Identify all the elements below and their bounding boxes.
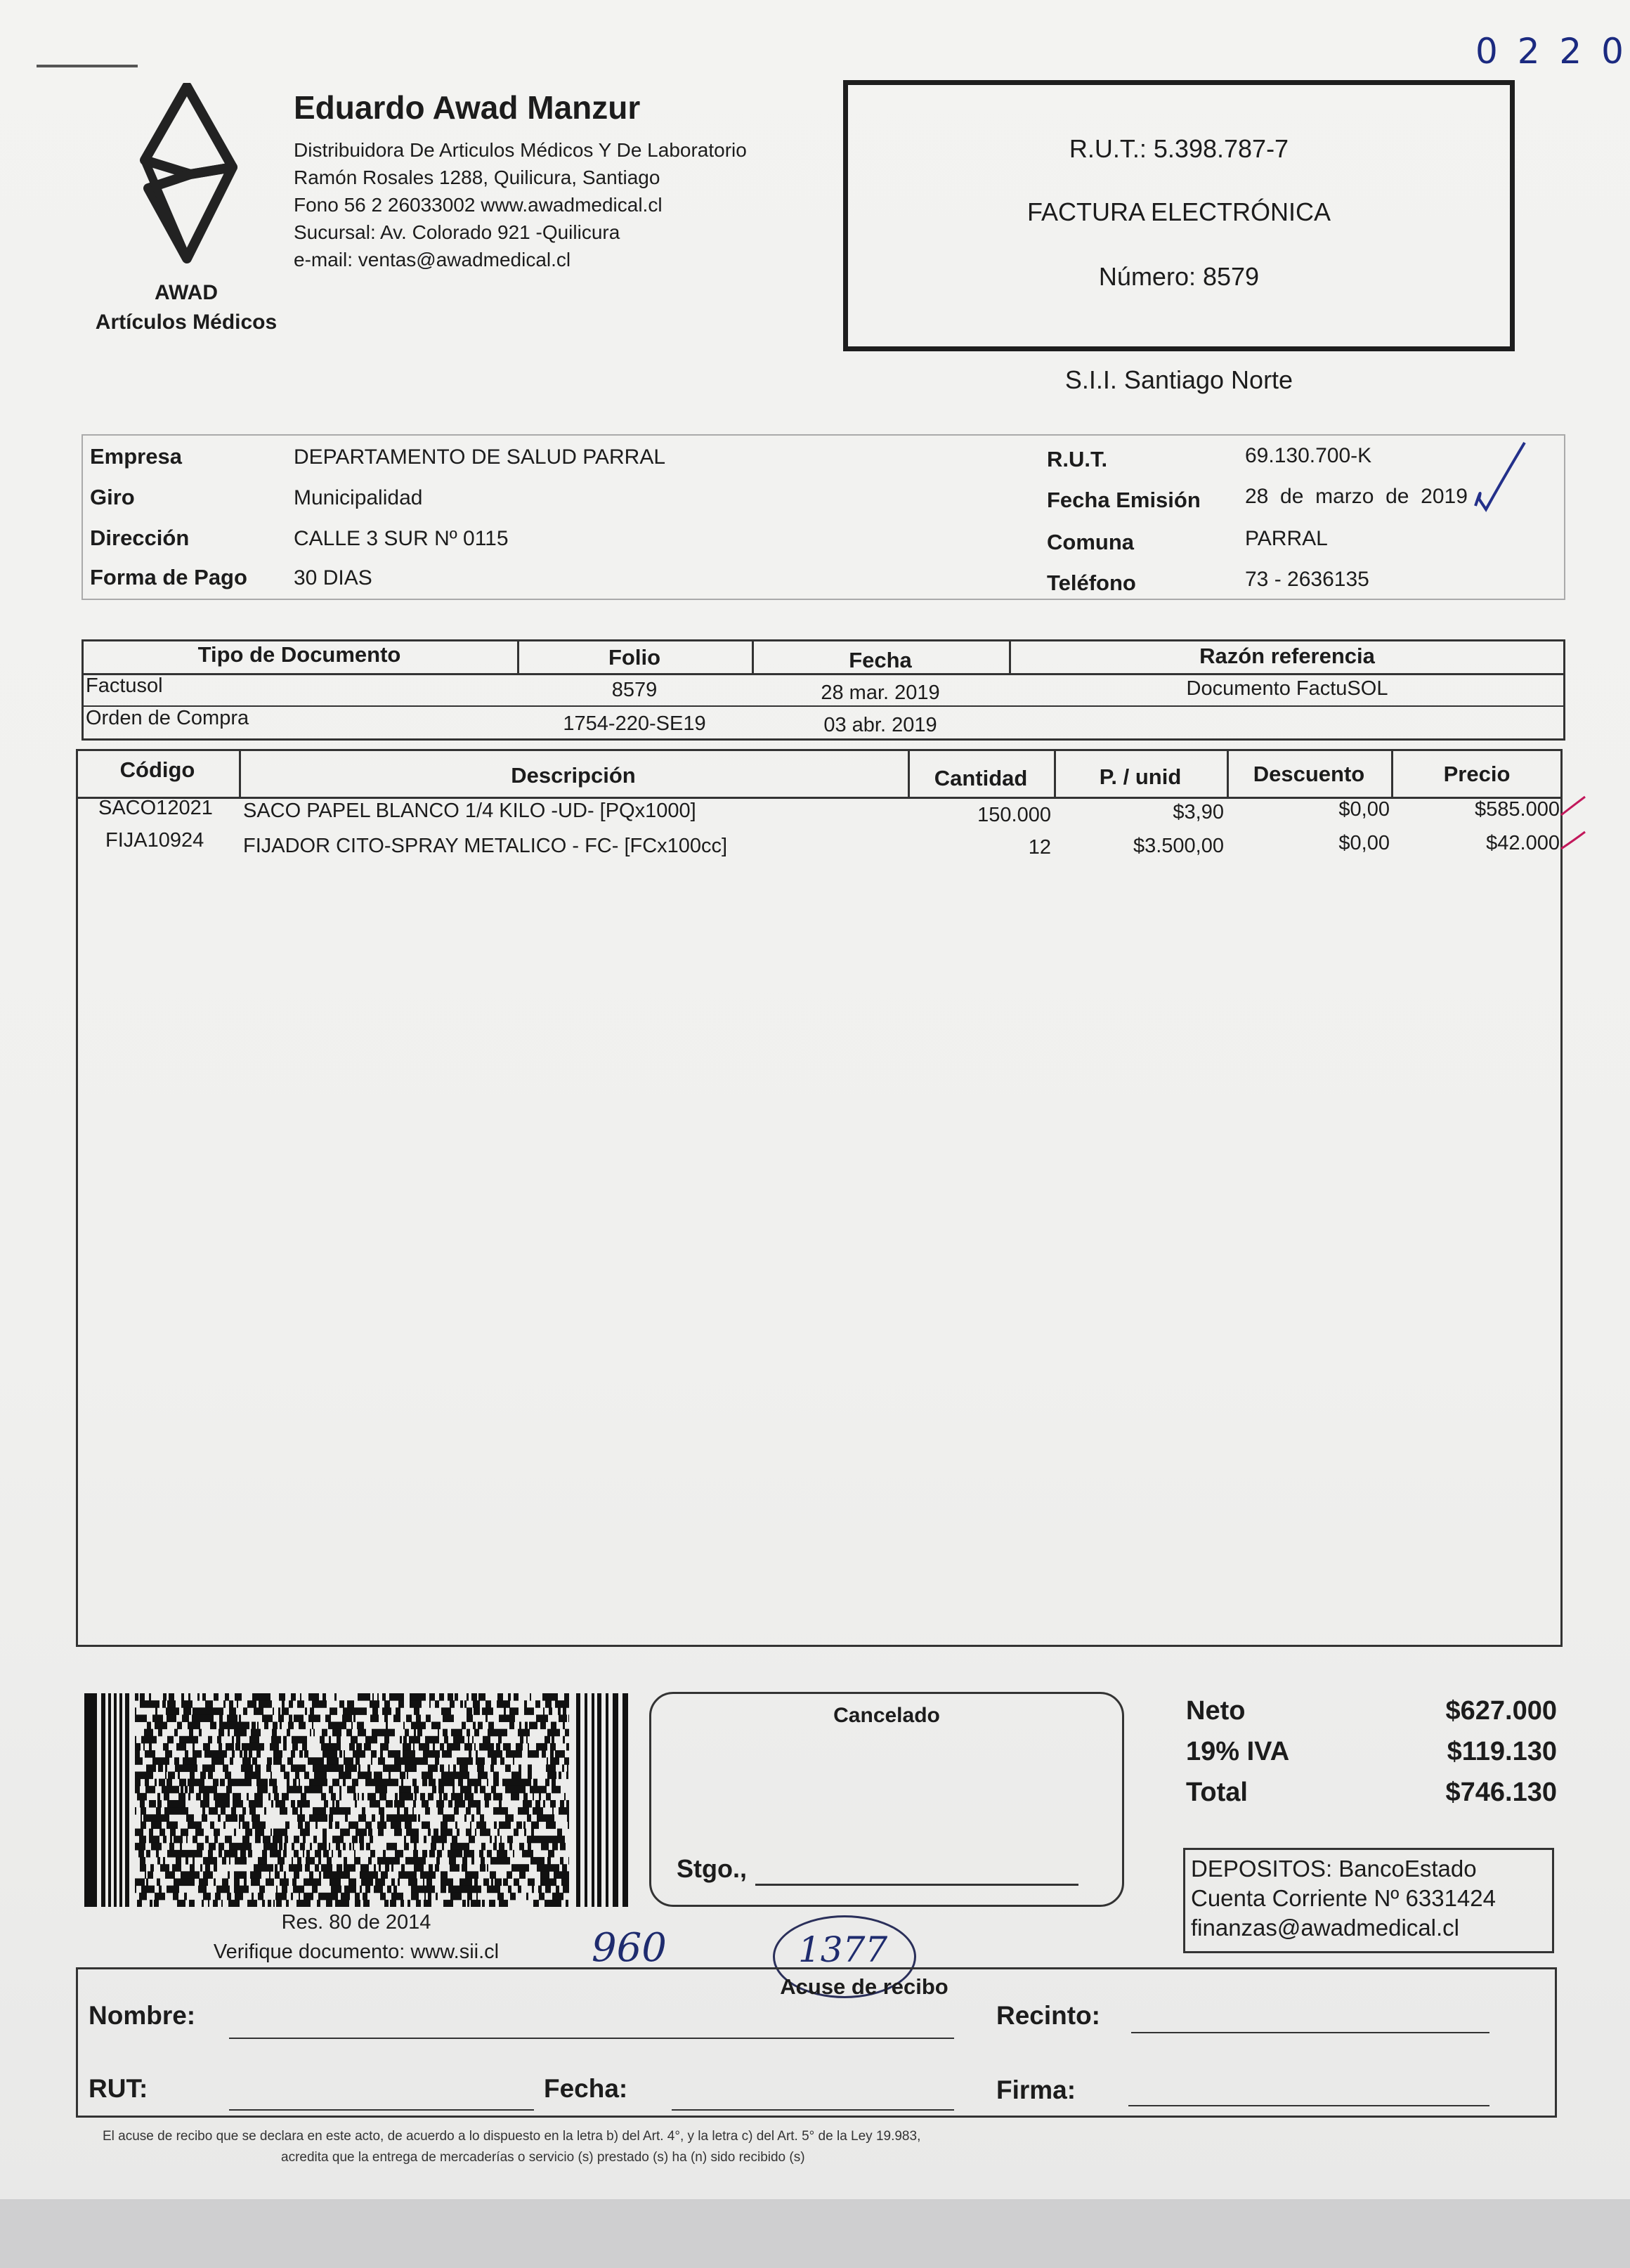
item-1-descuento: $0,00: [1338, 798, 1390, 821]
ref-header-fecha: Fecha: [849, 648, 912, 672]
item-2-descuento: $0,00: [1338, 832, 1390, 854]
item-2-codigo: FIJA10924: [105, 829, 204, 852]
receipt-recinto-label: Recinto:: [996, 2001, 1100, 2030]
deposit-line-2: Cuenta Corriente Nº 6331424: [1191, 1885, 1496, 1911]
ref-row-1-razon: Documento FactuSOL: [1186, 677, 1388, 700]
receipt-rut-field[interactable]: [229, 2109, 534, 2111]
giro-value: Municipalidad: [294, 486, 423, 509]
barcode-resolution: Res. 80 de 2014: [281, 1911, 431, 1934]
deposit-line-1: DEPOSITOS: BancoEstado: [1191, 1856, 1477, 1882]
ref-row-1-folio: 8579: [611, 679, 658, 701]
iva-value: $119.130: [1447, 1737, 1557, 1766]
deposit-box: [1183, 1848, 1554, 1953]
receipt-fecha-label: Fecha:: [544, 2074, 628, 2103]
empresa-value: DEPARTAMENTO DE SALUD PARRAL: [294, 445, 666, 469]
barcode-verify: Verifique documento: www.sii.cl: [213, 1941, 500, 1963]
comuna-label: Comuna: [1047, 530, 1134, 554]
handwritten-check-icon: [1468, 436, 1532, 520]
invoice-rut: R.U.T.: 5.398.787-7: [1069, 134, 1289, 163]
direccion-value: CALLE 3 SUR Nº 0115: [294, 527, 509, 550]
rut-label: R.U.T.: [1047, 447, 1108, 471]
items-header-precio: Precio: [1443, 762, 1511, 786]
forma-pago-value: 30 DIAS: [294, 566, 372, 589]
ref-header-tipo: Tipo de Documento: [197, 642, 401, 667]
logo-text-subtitle: Artículos Médicos: [95, 311, 278, 334]
logo-text-awad: AWAD: [155, 281, 218, 304]
ref-row-1-tipo: Factusol: [86, 674, 163, 697]
invoice-number: Número: 8579: [1098, 262, 1260, 291]
ref-row-2-fecha: 03 abr. 2019: [823, 714, 937, 736]
deposit-line-3: finanzas@awadmedical.cl: [1191, 1915, 1460, 1941]
top-dash: [37, 65, 138, 67]
neto-value: $627.000: [1445, 1696, 1557, 1726]
comuna-value: PARRAL: [1245, 527, 1328, 550]
company-line-1: Distribuidora De Articulos Médicos Y De Laboratorio: [294, 139, 747, 161]
sii-office: S.I.I. Santiago Norte: [1064, 365, 1293, 394]
footer-legal-1: El acuse de recibo que se declara en este acto, de acuerdo a lo dispuesto en la letra b) del Art. 4°, y la letra c) del Art. 5° de la Ley 19.983,: [103, 2129, 921, 2144]
iva-label: 19% IVA: [1186, 1737, 1290, 1766]
items-header-cantidad: Cantidad: [934, 766, 1028, 790]
telefono-label: Teléfono: [1047, 571, 1136, 595]
telefono-value: 73 - 2636135: [1245, 568, 1369, 591]
company-info: [294, 136, 747, 273]
item-1-codigo: SACO12021: [98, 797, 213, 819]
ref-row-2-folio: 1754-220-SE19: [563, 712, 706, 735]
ref-row-1-fecha: 28 mar. 2019: [821, 682, 940, 704]
items-header-codigo: Código: [119, 757, 195, 782]
company-name: Eduardo Awad Manzur: [294, 89, 641, 126]
receipt-recinto-field[interactable]: [1131, 2032, 1489, 2033]
cancelado-sign-line: [755, 1884, 1078, 1886]
footer-legal-2: acredita que la entrega de mercaderías o servicio (s) prestado (s) ha (n) sido recibido (s): [281, 2150, 805, 2165]
check-mark-icon: [1560, 790, 1588, 853]
company-line-4: Sucursal: Av. Colorado 921 -Quilicura: [294, 221, 620, 243]
cancelado-stgo: Stgo.,: [677, 1854, 747, 1883]
handwritten-left-note: 960: [592, 1925, 667, 1971]
total-value: $746.130: [1445, 1778, 1557, 1807]
item-2-descripcion: FIJADOR CITO-SPRAY METALICO - FC- [FCx100cc]: [243, 835, 728, 857]
item-2-precio: $42.000: [1486, 832, 1560, 854]
item-1-punit: $3,90: [1173, 801, 1224, 823]
item-1-descripcion: SACO PAPEL BLANCO 1/4 KILO -UD- [PQx1000]: [243, 800, 696, 822]
empresa-label: Empresa: [90, 444, 182, 469]
items-header-punit: P. / unid: [1099, 764, 1182, 789]
total-label: Total: [1186, 1778, 1248, 1807]
receipt-firma-label: Firma:: [996, 2075, 1076, 2104]
pdf417-barcode-icon: [84, 1693, 628, 1907]
invoice-box: [843, 80, 1515, 351]
company-line-3: Fono 56 2 26033002 www.awadmedical.cl: [294, 194, 663, 216]
ref-header-razon: Razón referencia: [1199, 644, 1375, 668]
forma-pago-label: Forma de Pago: [90, 565, 247, 589]
receipt-fecha-field[interactable]: [672, 2109, 954, 2111]
direccion-label: Dirección: [90, 526, 190, 550]
items-header-descuento: Descuento: [1253, 762, 1365, 786]
receipt-rut-label: RUT:: [89, 2074, 148, 2103]
ref-header-folio: Folio: [608, 645, 661, 670]
cancelado-box: [649, 1692, 1124, 1907]
receipt-title: Acuse de recibo: [780, 1974, 948, 1999]
ref-row-2-tipo: Orden de Compra: [86, 707, 249, 729]
neto-label: Neto: [1186, 1696, 1246, 1726]
items-header-descripcion: Descripción: [511, 763, 636, 788]
giro-label: Giro: [90, 485, 135, 509]
company-line-2: Ramón Rosales 1288, Quilicura, Santiago: [294, 167, 660, 188]
invoice-type: FACTURA ELECTRÓNICA: [1026, 197, 1331, 226]
company-line-5: e-mail: ventas@awadmedical.cl: [294, 249, 571, 271]
item-1-cantidad: 150.000: [977, 804, 1051, 826]
awad-logo-icon: [138, 83, 243, 266]
receipt-nombre-field[interactable]: [229, 2038, 954, 2039]
item-1-precio: $585.000: [1475, 798, 1560, 821]
item-2-punit: $3.500,00: [1133, 835, 1224, 857]
handwritten-circle-note: 1377: [798, 1929, 888, 1970]
rut-value: 69.130.700-K: [1245, 444, 1372, 467]
fecha-emision-label: Fecha Emisión: [1047, 488, 1201, 512]
items-table: [76, 749, 1563, 1647]
receipt-nombre-label: Nombre:: [89, 2001, 196, 2030]
receipt-firma-field[interactable]: [1128, 2105, 1489, 2106]
handwritten-top-number: 0 2 2 0: [1475, 31, 1628, 72]
fecha-emision-value: 28 de marzo de 2019: [1245, 485, 1468, 508]
item-2-cantidad: 12: [1028, 836, 1051, 859]
cancelado-title: Cancelado: [833, 1704, 940, 1727]
